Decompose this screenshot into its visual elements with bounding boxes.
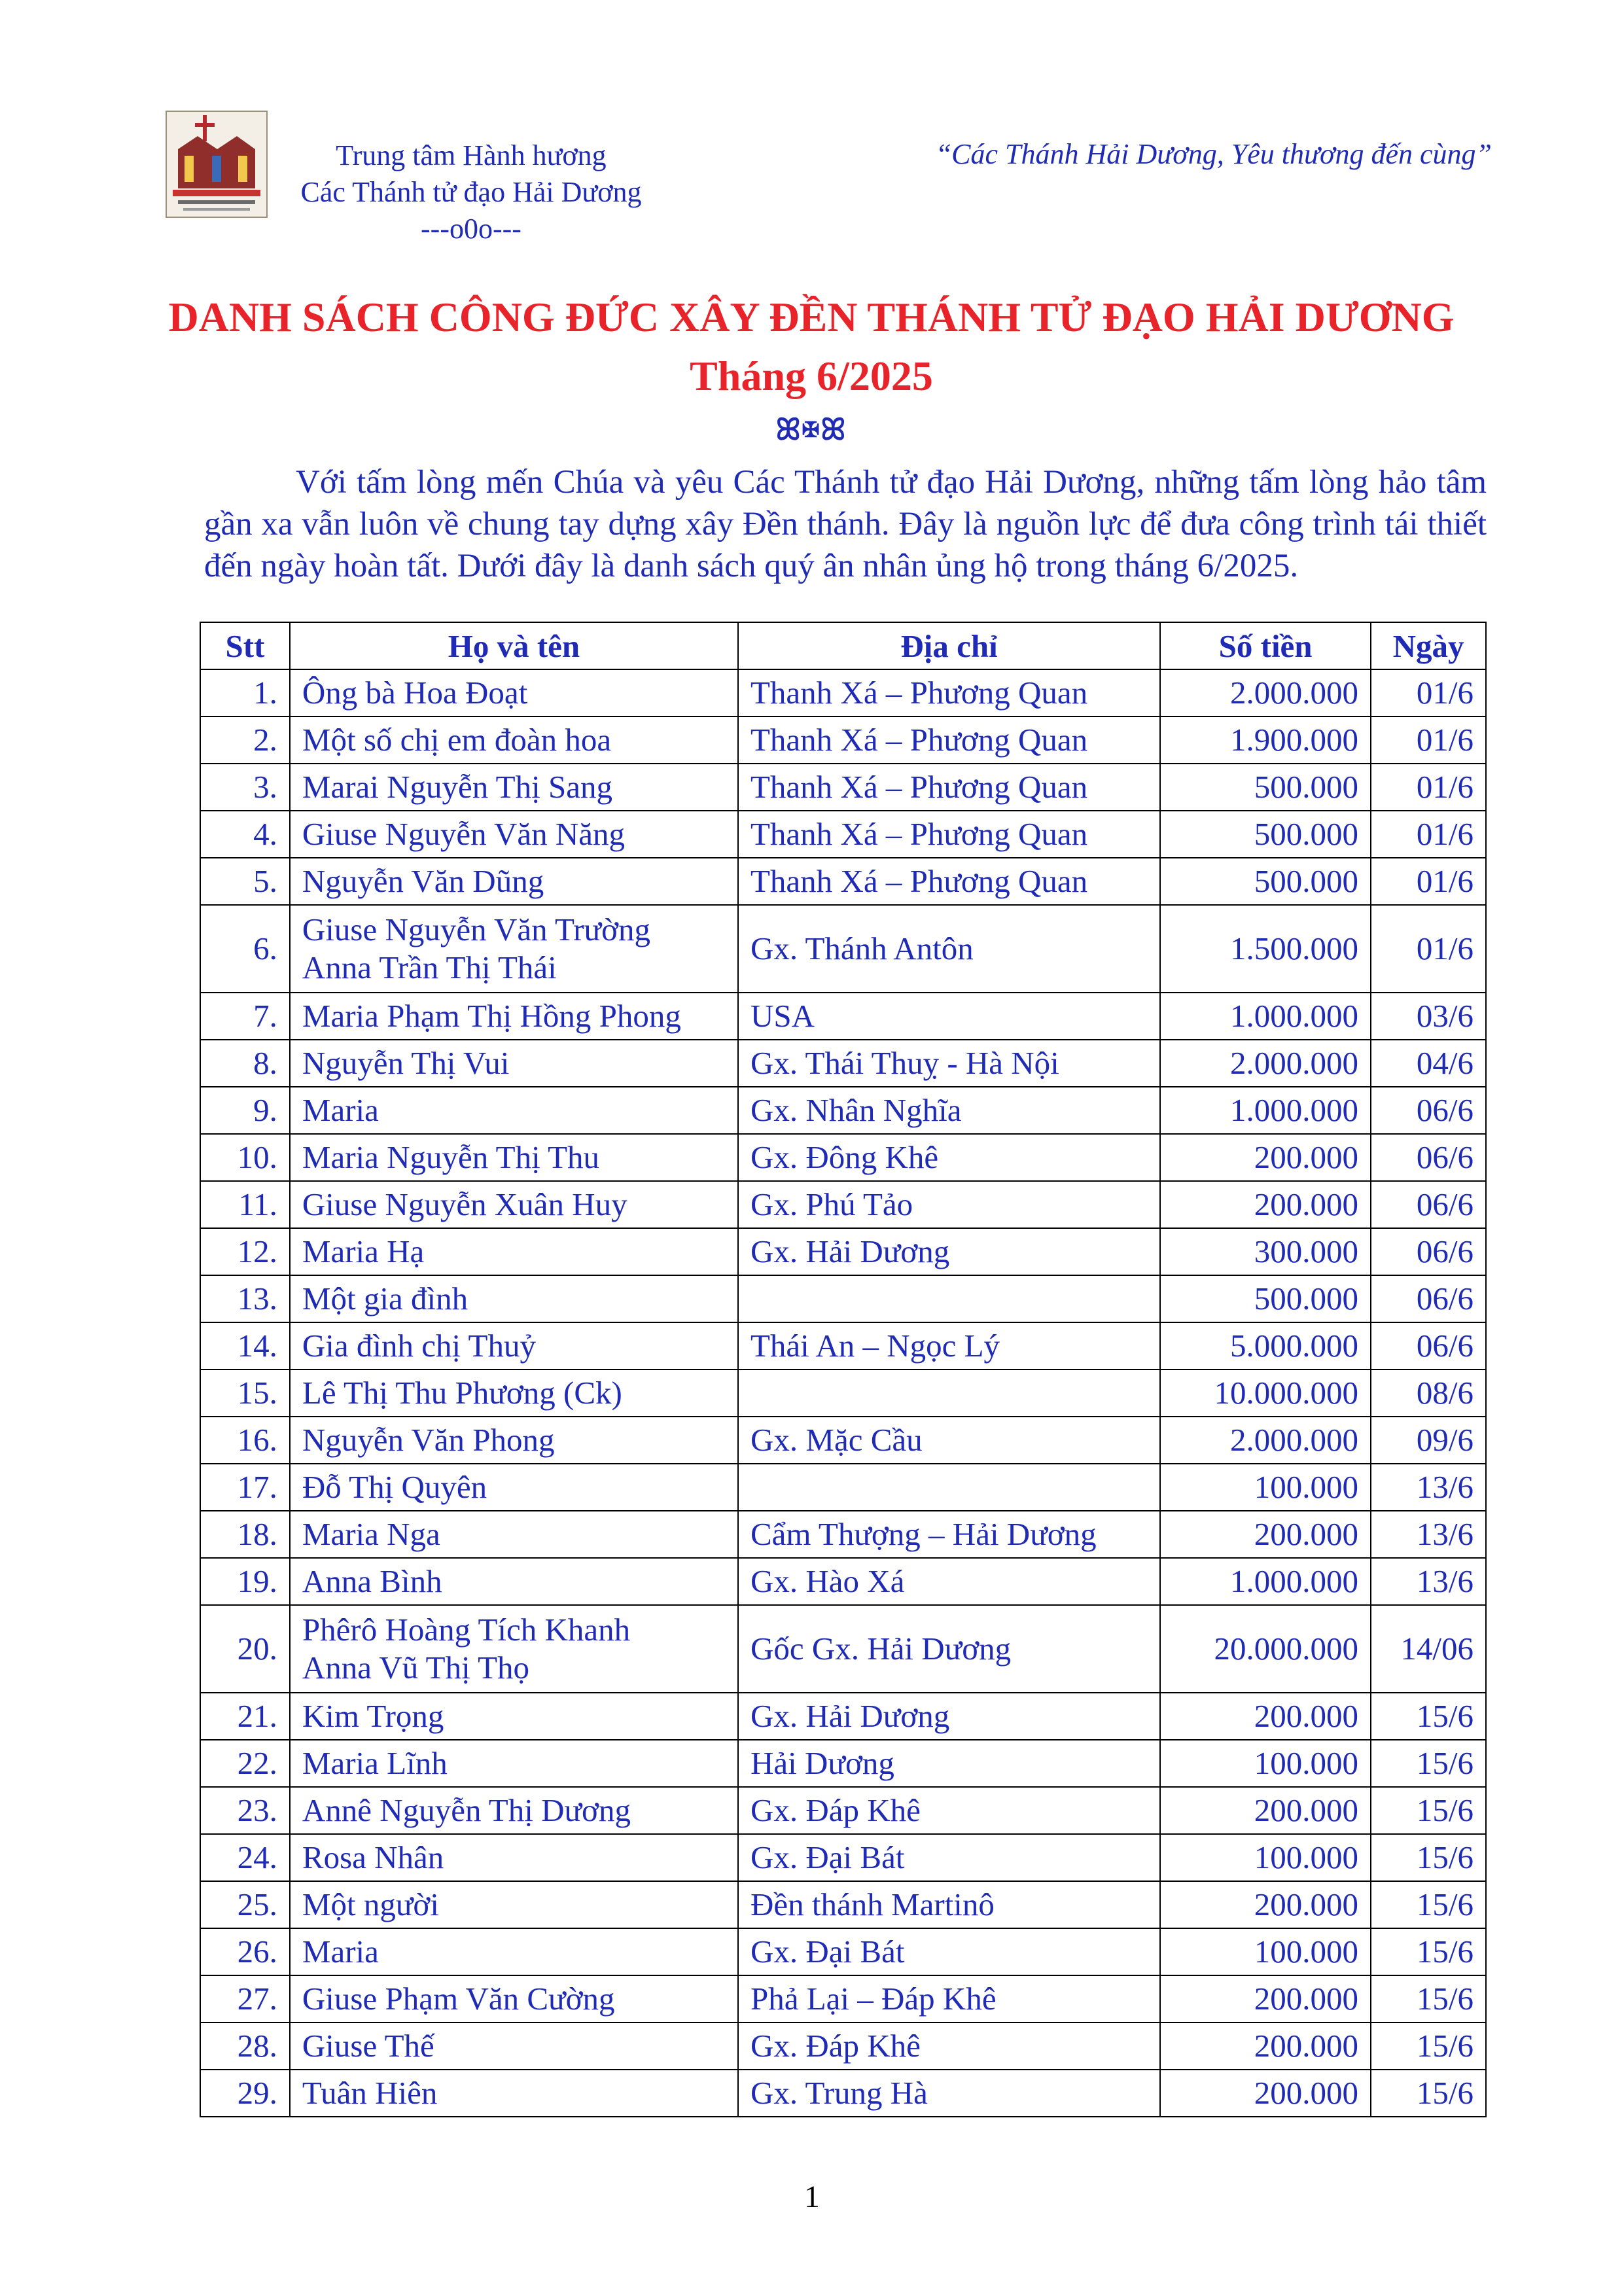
row-number: 3. bbox=[200, 764, 290, 811]
organization-header bbox=[262, 137, 680, 247]
center-logo bbox=[165, 110, 268, 219]
row-number: 17. bbox=[200, 1464, 290, 1511]
donation-date: 01/6 bbox=[1371, 764, 1486, 811]
table-row bbox=[200, 1881, 1486, 1928]
donation-date: 15/6 bbox=[1371, 1787, 1486, 1834]
row-number: 21. bbox=[200, 1693, 290, 1740]
donor-name: Kim Trọng bbox=[290, 1693, 738, 1740]
row-number: 14. bbox=[200, 1322, 290, 1369]
donation-date: 09/6 bbox=[1371, 1417, 1486, 1464]
title-line1: DANH SÁCH CÔNG ĐỨC XÂY ĐỀN THÁNH TỬ ĐẠO HẢI DƯƠNG bbox=[168, 294, 1455, 340]
org-separator: ---o0o--- bbox=[421, 213, 521, 245]
donor-name: Lê Thị Thu Phương (Ck) bbox=[290, 1369, 738, 1417]
donor-name-line1: Giuse Nguyễn Văn Trường bbox=[302, 911, 650, 947]
donation-amount: 2.000.000 bbox=[1160, 1417, 1371, 1464]
header-stt: Stt bbox=[200, 622, 290, 669]
table-row bbox=[200, 993, 1486, 1040]
donor-address: Gx. Đại Bát bbox=[738, 1928, 1160, 1975]
row-number: 2. bbox=[200, 716, 290, 764]
donor-address bbox=[738, 1275, 1160, 1322]
donor-address: Gx. Hào Xá bbox=[738, 1558, 1160, 1605]
donation-date: 08/6 bbox=[1371, 1369, 1486, 1417]
donation-amount: 1.000.000 bbox=[1160, 1087, 1371, 1134]
donation-date: 14/06 bbox=[1371, 1605, 1486, 1693]
donation-amount: 200.000 bbox=[1160, 1787, 1371, 1834]
donation-amount: 1.000.000 bbox=[1160, 993, 1371, 1040]
donor-name: Ông bà Hoa Đoạt bbox=[290, 669, 738, 716]
donation-date: 01/6 bbox=[1371, 858, 1486, 905]
donation-amount: 1.900.000 bbox=[1160, 716, 1371, 764]
document-title bbox=[131, 288, 1492, 406]
donor-name: Giuse Nguyễn Văn Năng bbox=[290, 811, 738, 858]
donation-amount: 500.000 bbox=[1160, 764, 1371, 811]
donor-address: Gx. Phú Tảo bbox=[738, 1181, 1160, 1228]
table-row bbox=[200, 1040, 1486, 1087]
table-row bbox=[200, 764, 1486, 811]
donation-amount: 200.000 bbox=[1160, 2022, 1371, 2070]
org-name-line1: Trung tâm Hành hương bbox=[336, 139, 607, 171]
row-number: 24. bbox=[200, 1834, 290, 1881]
donation-amount: 5.000.000 bbox=[1160, 1322, 1371, 1369]
donor-address: Gx. Đáp Khê bbox=[738, 1787, 1160, 1834]
donation-amount: 1.500.000 bbox=[1160, 905, 1371, 993]
donor-name: Rosa Nhân bbox=[290, 1834, 738, 1881]
donor-address: Gốc Gx. Hải Dương bbox=[738, 1605, 1160, 1693]
donor-name: Một gia đình bbox=[290, 1275, 738, 1322]
donation-amount: 20.000.000 bbox=[1160, 1605, 1371, 1693]
header-date: Ngày bbox=[1371, 622, 1486, 669]
header-address: Địa chỉ bbox=[738, 622, 1160, 669]
donation-amount: 500.000 bbox=[1160, 811, 1371, 858]
donation-date: 03/6 bbox=[1371, 993, 1486, 1040]
donor-address: Thanh Xá – Phương Quan bbox=[738, 764, 1160, 811]
donation-amount: 500.000 bbox=[1160, 1275, 1371, 1322]
donation-date: 13/6 bbox=[1371, 1464, 1486, 1511]
donation-date: 15/6 bbox=[1371, 1975, 1486, 2022]
row-number: 20. bbox=[200, 1605, 290, 1693]
donor-address: Gx. Thánh Antôn bbox=[738, 905, 1160, 993]
row-number: 6. bbox=[200, 905, 290, 993]
donor-name: Maria bbox=[290, 1928, 738, 1975]
donor-address: Gx. Đại Bát bbox=[738, 1834, 1160, 1881]
donation-date: 15/6 bbox=[1371, 1928, 1486, 1975]
row-number: 4. bbox=[200, 811, 290, 858]
donation-date: 15/6 bbox=[1371, 1881, 1486, 1928]
table-row bbox=[200, 1693, 1486, 1740]
donor-table-body bbox=[200, 669, 1486, 2117]
table-row bbox=[200, 1417, 1486, 1464]
donor-address: Gx. Hải Dương bbox=[738, 1228, 1160, 1275]
donor-name-line1: Phêrô Hoàng Tích Khanh bbox=[302, 1612, 631, 1648]
donor-address: Thanh Xá – Phương Quan bbox=[738, 669, 1160, 716]
row-number: 25. bbox=[200, 1881, 290, 1928]
row-number: 9. bbox=[200, 1087, 290, 1134]
donor-address: Đền thánh Martinô bbox=[738, 1881, 1160, 1928]
table-row bbox=[200, 1558, 1486, 1605]
donor-address: Hải Dương bbox=[738, 1740, 1160, 1787]
row-number: 22. bbox=[200, 1740, 290, 1787]
donor-address: Gx. Hải Dương bbox=[738, 1693, 1160, 1740]
donor-name: Đỗ Thị Quyên bbox=[290, 1464, 738, 1511]
donor-address: Gx. Thái Thuỵ - Hà Nội bbox=[738, 1040, 1160, 1087]
donation-amount: 2.000.000 bbox=[1160, 1040, 1371, 1087]
intro-paragraph: Với tấm lòng mến Chúa và yêu Các Thánh tử đạo Hải Dương, những tấm lòng hảo tâm gần xa vẫn luôn về chung tay dựng xây Đền thánh. Đây là nguồn lực để đưa công trình tái thiết đến ngày hoàn tất. Dưới đây là danh sách quý ân nhân ủng hộ trong tháng 6/2025. bbox=[204, 464, 1487, 584]
table-row bbox=[200, 1181, 1486, 1228]
donation-date: 15/6 bbox=[1371, 1834, 1486, 1881]
donor-address: Gx. Đông Khê bbox=[738, 1134, 1160, 1181]
title-line2: Tháng 6/2025 bbox=[690, 353, 933, 399]
donation-date: 01/6 bbox=[1371, 811, 1486, 858]
donor-name: Giuse Nguyễn Xuân Huy bbox=[290, 1181, 738, 1228]
donation-date: 01/6 bbox=[1371, 905, 1486, 993]
donor-name: Maria bbox=[290, 1087, 738, 1134]
table-row bbox=[200, 1464, 1486, 1511]
donor-name: Anna Bình bbox=[290, 1558, 738, 1605]
row-number: 19. bbox=[200, 1558, 290, 1605]
table-row bbox=[200, 1605, 1486, 1693]
donation-date: 06/6 bbox=[1371, 1087, 1486, 1134]
row-number: 13. bbox=[200, 1275, 290, 1322]
donation-amount: 100.000 bbox=[1160, 1740, 1371, 1787]
donation-date: 06/6 bbox=[1371, 1322, 1486, 1369]
row-number: 27. bbox=[200, 1975, 290, 2022]
donor-name: Một số chị em đoàn hoa bbox=[290, 716, 738, 764]
table-row bbox=[200, 1928, 1486, 1975]
motto: “Các Thánh Hải Dương, Yêu thương đến cùng” bbox=[935, 138, 1492, 170]
donor-address: Thanh Xá – Phương Quan bbox=[738, 858, 1160, 905]
donation-date: 06/6 bbox=[1371, 1134, 1486, 1181]
row-number: 10. bbox=[200, 1134, 290, 1181]
row-number: 23. bbox=[200, 1787, 290, 1834]
donation-amount: 200.000 bbox=[1160, 1181, 1371, 1228]
donation-amount: 1.000.000 bbox=[1160, 1558, 1371, 1605]
table-row bbox=[200, 1275, 1486, 1322]
row-number: 26. bbox=[200, 1928, 290, 1975]
donor-address bbox=[738, 1369, 1160, 1417]
donor-name bbox=[290, 905, 738, 993]
donation-date: 15/6 bbox=[1371, 2070, 1486, 2117]
table-row bbox=[200, 811, 1486, 858]
donation-date: 06/6 bbox=[1371, 1275, 1486, 1322]
donor-address: Thanh Xá – Phương Quan bbox=[738, 716, 1160, 764]
donor-name: Maria Lĩnh bbox=[290, 1740, 738, 1787]
row-number: 12. bbox=[200, 1228, 290, 1275]
donation-amount: 200.000 bbox=[1160, 1511, 1371, 1558]
donation-amount: 200.000 bbox=[1160, 1881, 1371, 1928]
donation-date: 06/6 bbox=[1371, 1181, 1486, 1228]
donor-name: Gia đình chị Thuỷ bbox=[290, 1322, 738, 1369]
donation-date: 13/6 bbox=[1371, 1511, 1486, 1558]
donor-name bbox=[290, 1605, 738, 1693]
table-row bbox=[200, 1975, 1486, 2022]
donation-date: 13/6 bbox=[1371, 1558, 1486, 1605]
donor-name: Giuse Thế bbox=[290, 2022, 738, 2070]
donation-amount: 100.000 bbox=[1160, 1928, 1371, 1975]
donor-name: Tuân Hiên bbox=[290, 2070, 738, 2117]
row-number: 5. bbox=[200, 858, 290, 905]
table-row bbox=[200, 1787, 1486, 1834]
table-row bbox=[200, 716, 1486, 764]
donation-amount: 200.000 bbox=[1160, 1134, 1371, 1181]
donor-name-line2: Anna Vũ Thị Thọ bbox=[302, 1650, 530, 1686]
donor-address: Phả Lại – Đáp Khê bbox=[738, 1975, 1160, 2022]
donor-address: Gx. Nhân Nghĩa bbox=[738, 1087, 1160, 1134]
donor-name-line2: Anna Trần Thị Thái bbox=[302, 949, 557, 985]
donation-date: 01/6 bbox=[1371, 716, 1486, 764]
donation-amount: 200.000 bbox=[1160, 1975, 1371, 2022]
donor-table bbox=[200, 622, 1487, 2117]
donation-amount: 500.000 bbox=[1160, 858, 1371, 905]
donation-date: 15/6 bbox=[1371, 2022, 1486, 2070]
row-number: 8. bbox=[200, 1040, 290, 1087]
row-number: 18. bbox=[200, 1511, 290, 1558]
table-row bbox=[200, 1834, 1486, 1881]
donation-amount: 200.000 bbox=[1160, 2070, 1371, 2117]
donation-date: 15/6 bbox=[1371, 1693, 1486, 1740]
donor-address: Gx. Đáp Khê bbox=[738, 2022, 1160, 2070]
table-row bbox=[200, 2070, 1486, 2117]
donor-address: Thái An – Ngọc Lý bbox=[738, 1322, 1160, 1369]
donor-name: Marai Nguyễn Thị Sang bbox=[290, 764, 738, 811]
row-number: 15. bbox=[200, 1369, 290, 1417]
donor-name: Một người bbox=[290, 1881, 738, 1928]
table-row bbox=[200, 1087, 1486, 1134]
table-row bbox=[200, 1134, 1486, 1181]
donation-date: 01/6 bbox=[1371, 669, 1486, 716]
page-number: 1 bbox=[804, 2180, 820, 2214]
header-amount: Số tiền bbox=[1160, 622, 1371, 669]
donation-amount: 300.000 bbox=[1160, 1228, 1371, 1275]
donor-name: Maria Nga bbox=[290, 1511, 738, 1558]
header-name: Họ và tên bbox=[290, 622, 738, 669]
table-header-row bbox=[200, 622, 1486, 669]
table-row bbox=[200, 905, 1486, 993]
table-row bbox=[200, 1228, 1486, 1275]
row-number: 1. bbox=[200, 669, 290, 716]
donor-name: Maria Phạm Thị Hồng Phong bbox=[290, 993, 738, 1040]
donor-name: Maria Nguyễn Thị Thu bbox=[290, 1134, 738, 1181]
table-row bbox=[200, 2022, 1486, 2070]
donation-amount: 100.000 bbox=[1160, 1464, 1371, 1511]
donation-amount: 200.000 bbox=[1160, 1693, 1371, 1740]
row-number: 11. bbox=[200, 1181, 290, 1228]
table-row bbox=[200, 1511, 1486, 1558]
donor-name: Maria Hạ bbox=[290, 1228, 738, 1275]
donor-name: Nguyễn Thị Vui bbox=[290, 1040, 738, 1087]
donor-address: Cẩm Thượng – Hải Dương bbox=[738, 1511, 1160, 1558]
row-number: 28. bbox=[200, 2022, 290, 2070]
donor-address: Gx. Mặc Cầu bbox=[738, 1417, 1160, 1464]
row-number: 7. bbox=[200, 993, 290, 1040]
donor-name: Giuse Phạm Văn Cường bbox=[290, 1975, 738, 2022]
org-name-line2: Các Thánh tử đạo Hải Dương bbox=[300, 176, 642, 208]
donor-address bbox=[738, 1464, 1160, 1511]
table-row bbox=[200, 669, 1486, 716]
table-row bbox=[200, 1369, 1486, 1417]
donation-date: 04/6 bbox=[1371, 1040, 1486, 1087]
row-number: 29. bbox=[200, 2070, 290, 2117]
table-row bbox=[200, 1740, 1486, 1787]
donor-address: USA bbox=[738, 993, 1160, 1040]
donation-amount: 100.000 bbox=[1160, 1834, 1371, 1881]
ornament-divider: ꕤ✠ꕤ bbox=[775, 413, 847, 446]
donor-name: Nguyễn Văn Dũng bbox=[290, 858, 738, 905]
table-row bbox=[200, 858, 1486, 905]
donation-amount: 10.000.000 bbox=[1160, 1369, 1371, 1417]
donor-name: Annê Nguyễn Thị Dương bbox=[290, 1787, 738, 1834]
donor-address: Thanh Xá – Phương Quan bbox=[738, 811, 1160, 858]
table-row bbox=[200, 1322, 1486, 1369]
donation-date: 06/6 bbox=[1371, 1228, 1486, 1275]
donor-address: Gx. Trung Hà bbox=[738, 2070, 1160, 2117]
donor-name: Nguyễn Văn Phong bbox=[290, 1417, 738, 1464]
donation-amount: 2.000.000 bbox=[1160, 669, 1371, 716]
donation-date: 15/6 bbox=[1371, 1740, 1486, 1787]
row-number: 16. bbox=[200, 1417, 290, 1464]
